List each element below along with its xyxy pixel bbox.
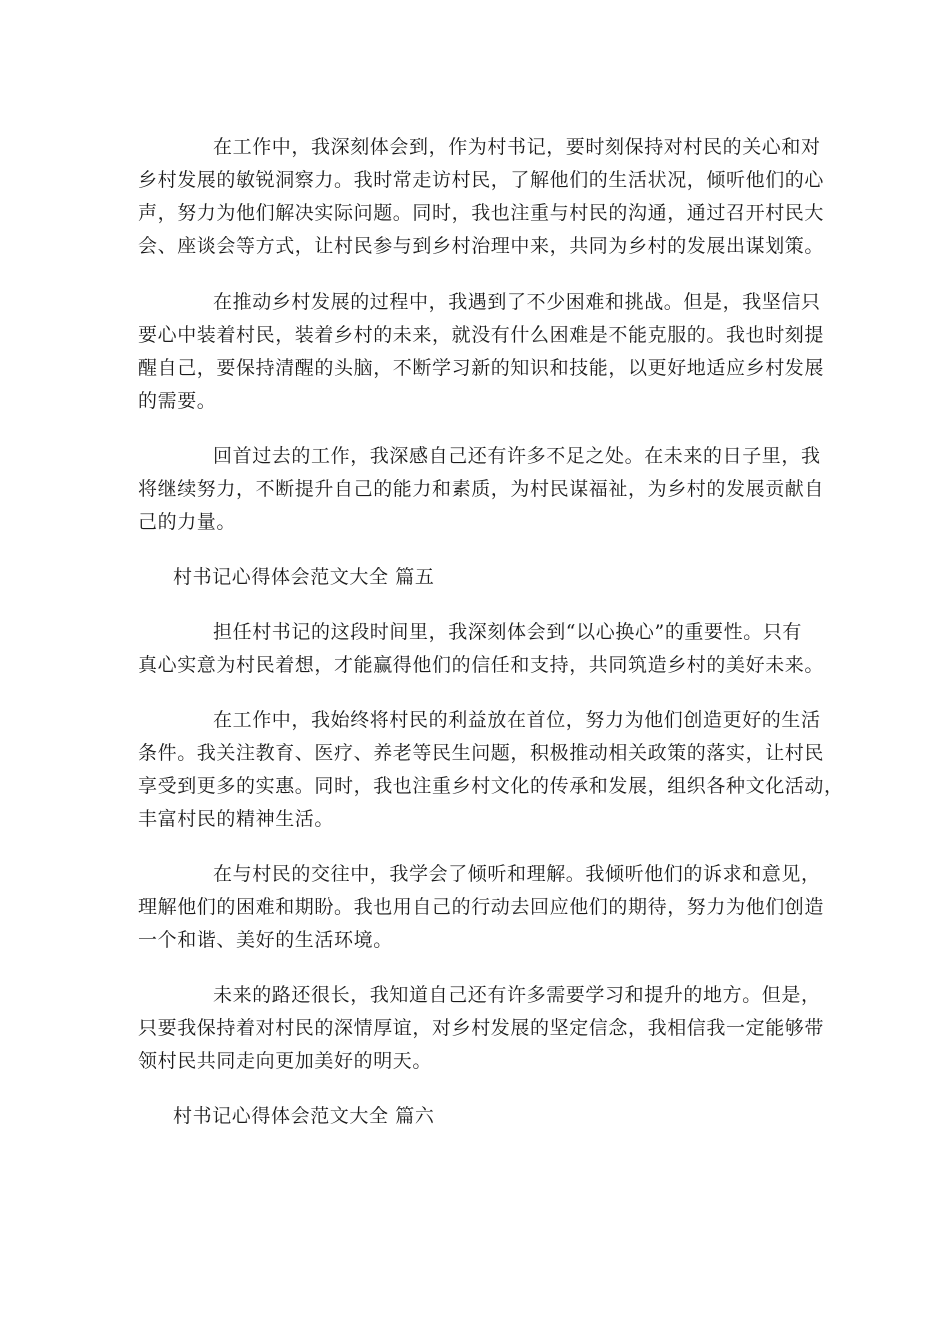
paragraph-3-line-3: 己的力量。 xyxy=(138,511,237,533)
paragraph-2-line-3: 醒自己，要保持清醒的头脑，不断学习新的知识和技能，以更好地适应乡村发展 xyxy=(138,357,825,379)
paragraph-7-line-3: 领村民共同走向更加美好的明天。 xyxy=(138,1050,433,1072)
paragraph-1-line-2: 乡村发展的敏锐洞察力。我时常走访村民，了解他们的生活状况，倾听他们的心 xyxy=(138,169,825,191)
paragraph-4-line-1: 担任村书记的这段时间里，我深刻体会到“以心换心”的重要性。只有 xyxy=(213,621,803,643)
paragraph-2-line-1: 在推动乡村发展的过程中，我遇到了不少困难和挑战。但是，我坚信只 xyxy=(213,291,821,313)
paragraph-1-line-4: 会、座谈会等方式，让村民参与到乡村治理中来，共同为乡村的发展出谋划策。 xyxy=(138,235,825,257)
paragraph-1-line-3: 声，努力为他们解决实际问题。同时，我也注重与村民的沟通，通过召开村民大 xyxy=(138,202,825,224)
paragraph-3-line-1: 回首过去的工作，我深感自己还有许多不足之处。在未来的日子里，我 xyxy=(213,445,821,467)
paragraph-2-line-4: 的需要。 xyxy=(138,390,217,412)
paragraph-3-line-2: 将继续努力，不断提升自己的能力和素质，为村民谋福祉，为乡村的发展贡献自 xyxy=(138,478,825,500)
section-heading-6: 村书记心得体会范文大全 篇六 xyxy=(173,1105,435,1127)
paragraph-7-line-2: 只要我保持着对村民的深情厚谊，对乡村发展的坚定信念，我相信我一定能够带 xyxy=(138,1017,825,1039)
paragraph-6-line-2: 理解他们的困难和期盼。我也用自己的行动去回应他们的期待，努力为他们创造 xyxy=(138,896,825,918)
paragraph-6-line-1: 在与村民的交往中，我学会了倾听和理解。我倾听他们的诉求和意见， xyxy=(213,863,821,885)
paragraph-1-line-1: 在工作中，我深刻体会到，作为村书记，要时刻保持对村民的关心和对 xyxy=(213,136,821,158)
paragraph-7-line-1: 未来的路还很长，我知道自己还有许多需要学习和提升的地方。但是， xyxy=(213,984,821,1006)
paragraph-5-line-1: 在工作中，我始终将村民的利益放在首位，努力为他们创造更好的生活 xyxy=(213,709,821,731)
section-heading-5: 村书记心得体会范文大全 篇五 xyxy=(173,566,435,588)
paragraph-5-line-2: 条件。我关注教育、医疗、养老等民生问题，积极推动相关政策的落实，让村民 xyxy=(138,742,825,764)
paragraph-5-line-3: 享受到更多的实惠。同时，我也注重乡村文化的传承和发展，组织各种文化活动， xyxy=(138,775,844,797)
paragraph-2-line-2: 要心中装着村民，装着乡村的未来，就没有什么困难是不能克服的。我也时刻提 xyxy=(138,324,825,346)
paragraph-6-line-3: 一个和谐、美好的生活环境。 xyxy=(138,929,393,951)
paragraph-5-line-4: 丰富村民的精神生活。 xyxy=(138,808,335,830)
paragraph-4-line-2: 真心实意为村民着想，才能赢得他们的信任和支持，共同筑造乡村的美好未来。 xyxy=(138,654,825,676)
